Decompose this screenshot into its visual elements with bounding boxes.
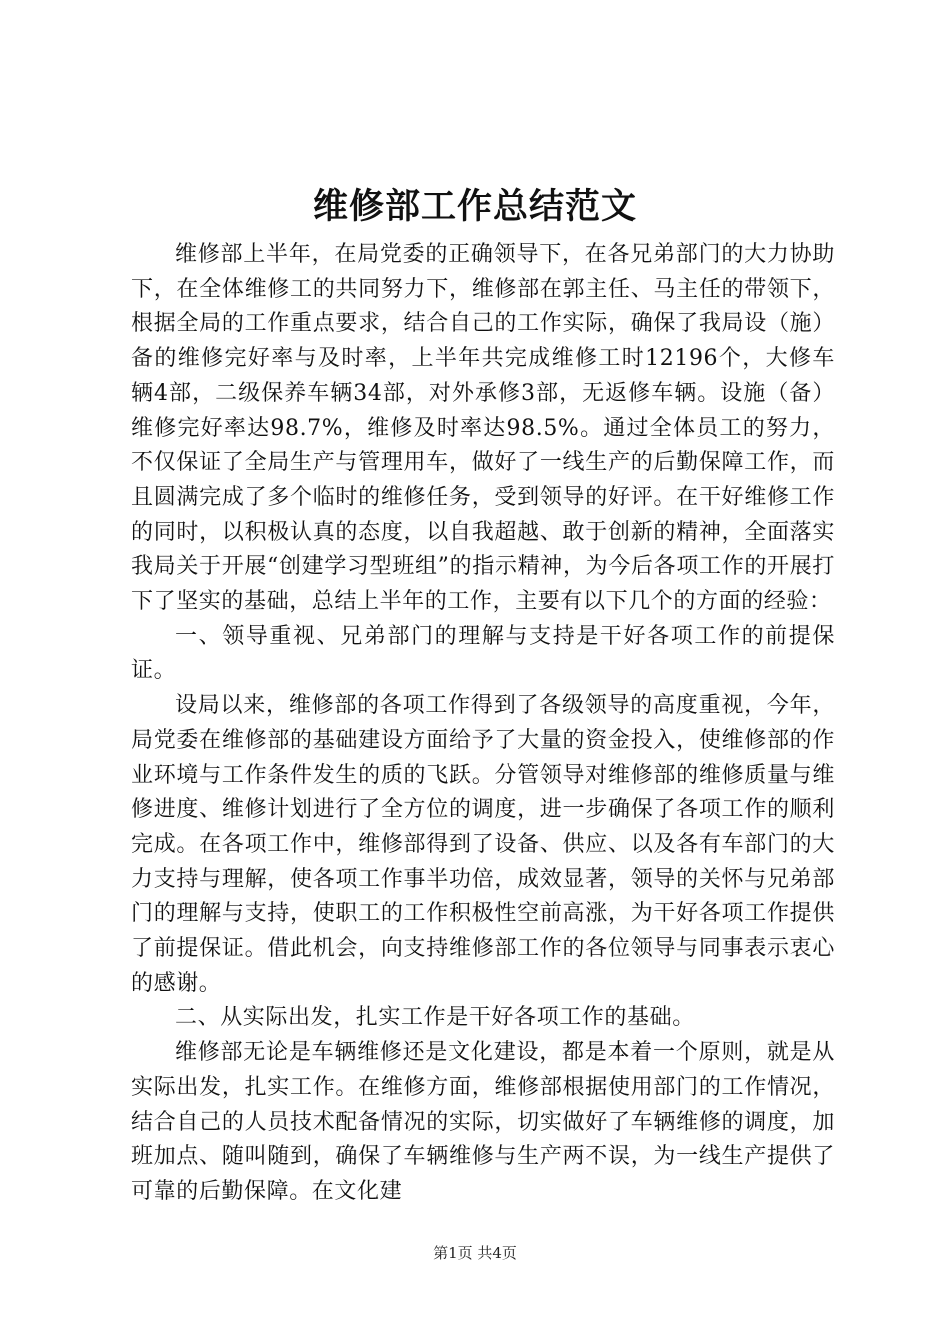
paragraph-intro: 维修部上半年，在局党委的正确领导下，在各兄弟部门的大力协助下，在全体维修工的共同努力下，维修部在郭主任、马主任的带领下，根据全局的工作重点要求，结合自己的工作实际，确保了我局设（施）备的维修完好率与及时率，上半年共完成维修工时12196个，大修车辆4部，二级保养车辆34部，对外承修3部，无返修车辆。设施（备）维修完好率达98.7%，维修及时率达98.5%。通过全体员工的努力，不仅保证了全局生产与管理用车，做好了一线生产的后勤保障工作，而且圆满完成了多个临时的维修任务，受到领导的好评。在干好维修工作的同时，以积极认真的态度，以自我超越、敢于创新的精神，全面落实我局关于开展“创建学习型班组”的指示精神，为今后各项工作的开展打下了坚实的基础，总结上半年的工作，主要有以下几个的方面的经验： xyxy=(131,242,835,615)
paragraph-section-2-body: 维修部无论是车辆维修还是文化建设，都是本着一个原则，就是从实际出发，扎实工作。在维修方面，维修部根据使用部门的工作情况，结合自己的人员技术配备情况的实际，切实做好了车辆维修的调度，加班加点、随叫随到，确保了车辆维修与生产两不误，为一线生产提供了可靠的后勤保障。在文化建 xyxy=(131,1040,835,1204)
page-number-footer: 第1页 共4页 xyxy=(433,1244,517,1262)
document-title: 维修部工作总结范文 xyxy=(312,187,637,227)
paragraph-section-1-body: 设局以来，维修部的各项工作得到了各级领导的高度重视，今年，局党委在维修部的基础建设方面给予了大量的资金投入，使维修部的作业环境与工作条件发生的质的飞跃。分管领导对维修部的维修质量与维修进度、维修计划进行了全方位的调度，进一步确保了各项工作的顺利完成。在各项工作中，维修部得到了设备、供应、以及各有车部门的大力支持与理解，使各项工作事半功倍，成效显著，领导的关怀与兄弟部门的理解与支持，使职工的工作积极性空前高涨，为干好各项工作提供了前提保证。借此机会，向支持维修部工作的各位领导与同事表示衷心的感谢。 xyxy=(131,693,835,996)
paragraph-section-2-heading: 二、从实际出发，扎实工作是干好各项工作的基础。 xyxy=(175,1005,695,1031)
paragraph-section-1-heading: 一、领导重视、兄弟部门的理解与支持是干好各项工作的前提保证。 xyxy=(131,623,835,684)
document-body xyxy=(131,238,835,1210)
